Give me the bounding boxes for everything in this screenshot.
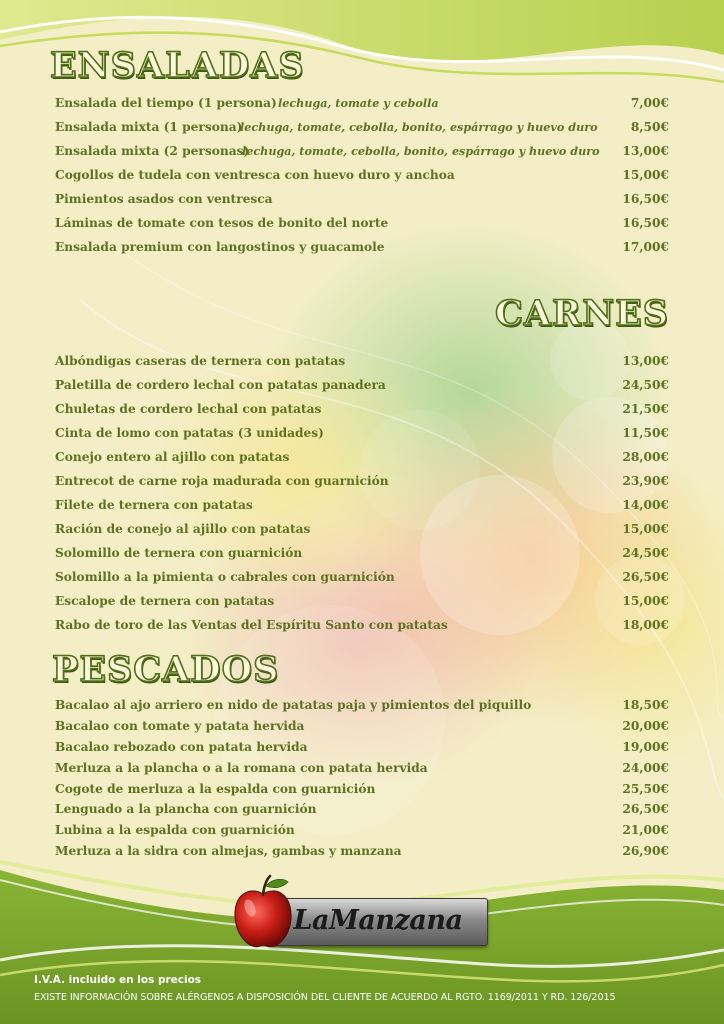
menu-item-row	[55, 762, 669, 783]
section-title-carnes: CARNES	[495, 293, 670, 334]
menu-item-row	[55, 403, 669, 427]
dish-name: Pimientos asados con ventresca	[55, 192, 273, 206]
dish-price: 28,00€	[622, 450, 669, 464]
dish-price: 7,00€	[630, 96, 669, 110]
menu-item-row	[55, 427, 669, 451]
menu-item-row	[55, 845, 669, 866]
menu-item-row	[55, 523, 669, 547]
menu-item-row	[55, 241, 669, 265]
dish-name: Lenguado a la plancha con guarnición	[55, 802, 317, 817]
menu-item-row	[55, 169, 669, 193]
menu-item-row	[55, 451, 669, 475]
menu-item-row	[55, 379, 669, 403]
dish-price: 15,00€	[622, 168, 669, 182]
dish-name: Bacalao rebozado con patata hervida	[55, 739, 308, 754]
menu-item-row	[55, 571, 669, 595]
menu-item-row	[55, 217, 669, 241]
menu-item-row	[55, 619, 669, 643]
dish-name: Ensalada mixta (2 personas)	[55, 144, 250, 158]
section-title-pescados: PESCADOS	[52, 649, 280, 690]
dish-name: Láminas de tomate con tesos de bonito del norte	[55, 216, 389, 230]
dish-price: 21,00€	[622, 823, 669, 838]
dish-name: Ensalada mixta (1 persona)	[55, 120, 243, 134]
dish-price: 11,50€	[622, 426, 669, 440]
menu-item-row	[55, 595, 669, 619]
dish-price: 17,00€	[622, 240, 669, 254]
dish-description: lechuga, tomate, cebolla, bonito, espárrago y huevo duro	[240, 120, 598, 134]
dish-price: 26,50€	[622, 570, 669, 584]
dish-name: Cogote de merluza a la espalda con guarnición	[55, 781, 376, 796]
pescados-list	[55, 699, 669, 866]
dish-price: 18,00€	[622, 618, 669, 632]
dish-price: 25,50€	[622, 781, 669, 796]
dish-price: 18,50€	[622, 698, 669, 712]
dish-price: 13,00€	[622, 354, 669, 368]
dish-description: lechuga, tomate, cebolla, bonito, espárrago y huevo duro	[242, 144, 600, 158]
dish-price: 24,50€	[622, 546, 669, 560]
dish-price: 26,90€	[622, 844, 669, 859]
dish-price: 8,50€	[630, 120, 669, 134]
dish-name: Merluza a la plancha o a la romana con patata hervida	[55, 760, 428, 775]
dish-name: Solomillo a la pimienta o cabrales con guarnición	[55, 570, 395, 584]
menu-item-row	[55, 193, 669, 217]
dish-name: Bacalao al ajo arriero en nido de patatas paja y pimientos del piquillo	[55, 698, 532, 712]
menu-item-row	[55, 499, 669, 523]
dish-price: 13,00€	[622, 144, 669, 158]
dish-price: 24,00€	[622, 760, 669, 775]
menu-item-row	[55, 783, 669, 804]
menu-item-row	[55, 145, 669, 169]
dish-name: Conejo entero al ajillo con patatas	[55, 450, 290, 464]
ensaladas-list	[55, 97, 669, 265]
dish-name: Paletilla de cordero lechal con patatas panadera	[55, 378, 386, 392]
dish-name: Filete de ternera con patatas	[55, 498, 253, 512]
dish-name: Merluza a la sidra con almejas, gambas y manzana	[55, 844, 402, 859]
dish-price: 14,00€	[622, 498, 669, 512]
dish-price: 21,50€	[622, 402, 669, 416]
dish-price: 15,00€	[622, 594, 669, 608]
logo-plate	[268, 898, 488, 946]
menu-item-row	[55, 699, 669, 720]
menu-item-row	[55, 355, 669, 379]
dish-name: Ensalada del tiempo (1 persona)	[55, 96, 277, 110]
dish-name: Escalope de ternera con patatas	[55, 594, 275, 608]
dish-price: 24,50€	[622, 378, 669, 392]
dish-name: Entrecot de carne roja madurada con guarnición	[55, 474, 389, 488]
menu-item-row	[55, 803, 669, 824]
dish-price: 15,00€	[622, 522, 669, 536]
dish-name: Ensalada premium con langostinos y guacamole	[55, 240, 385, 254]
menu-item-row	[55, 121, 669, 145]
allergen-notice: EXISTE INFORMACIÓN SOBRE ALÉRGENOS A DISPOSICIÓN DEL CLIENTE DE ACUERDO AL RGTO. 1169/2011 Y RD. 126/2015	[34, 992, 616, 1003]
dish-name: Bacalao con tomate y patata hervida	[55, 718, 305, 733]
carnes-list	[55, 355, 669, 643]
dish-name: Ración de conejo al ajillo con patatas	[55, 522, 311, 536]
menu-item-row	[55, 97, 669, 121]
dish-name: Cinta de lomo con patatas (3 unidades)	[55, 426, 324, 440]
dish-name: Chuletas de cordero lechal con patatas	[55, 402, 322, 416]
dish-price: 23,90€	[622, 474, 669, 488]
dish-name: Lubina a la espalda con guarnición	[55, 823, 295, 838]
menu-item-row	[55, 547, 669, 571]
dish-price: 16,50€	[622, 192, 669, 206]
dish-price: 26,50€	[622, 802, 669, 817]
dish-name: Cogollos de tudela con ventresca con huevo duro y anchoa	[55, 168, 455, 182]
dish-name: Rabo de toro de las Ventas del Espíritu Santo con patatas	[55, 618, 448, 632]
dish-description: lechuga, tomate y cebolla	[278, 96, 439, 110]
dish-price: 16,50€	[622, 216, 669, 230]
menu-item-row	[55, 741, 669, 762]
menu-item-row	[55, 475, 669, 499]
logo-text: LaManzana	[293, 905, 463, 936]
menu-item-row	[55, 720, 669, 741]
dish-price: 19,00€	[622, 739, 669, 754]
apple-icon	[232, 874, 294, 952]
dish-price: 20,00€	[622, 718, 669, 733]
restaurant-logo	[232, 874, 490, 958]
vat-notice: I.V.A. incluido en los precios	[34, 974, 202, 986]
dish-name: Albóndigas caseras de ternera con patatas	[55, 354, 346, 368]
dish-name: Solomillo de ternera con guarnición	[55, 546, 303, 560]
section-title-ensaladas: ENSALADAS	[50, 45, 305, 86]
menu-item-row	[55, 824, 669, 845]
